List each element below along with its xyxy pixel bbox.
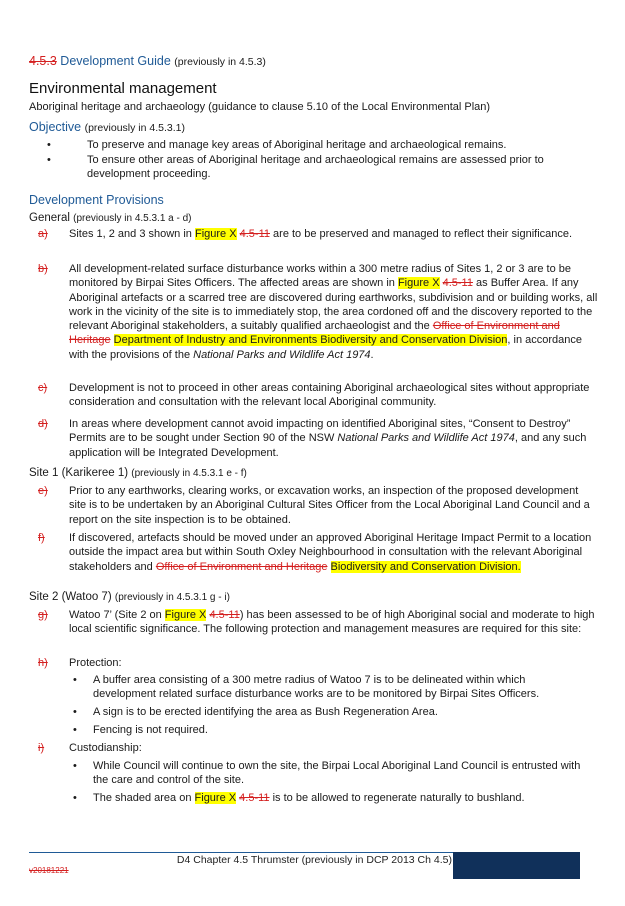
figure-reference: Figure X (397, 277, 440, 290)
clause-letter: f) (38, 532, 45, 544)
clause-text: as Buffer Area. If any Aboriginal artefacts or a scarred tree are discovered during earthworks, subdivision and or building works, all work in the vicinity of the site is to immediately stop, the area cordoned off and the discovery reported to the relevant Aboriginal stakeholders, a suitably qualified archaeologist and the (69, 277, 598, 333)
list-item (69, 791, 589, 805)
clause-text: is to be allowed to regenerate naturally to bushland. (269, 792, 525, 804)
clause-h (38, 656, 598, 670)
clause-body (69, 227, 598, 241)
clause-text: Watoo 7’ (Site 2 on (69, 609, 165, 621)
general-heading (29, 212, 192, 224)
clause-text: All development-related surface disturbance works within a 300 metre radius of Sites 1, 2 or 3 are to be monitored by Birpai Sites Officers. The affected areas are shown in (69, 263, 571, 290)
custodianship-item-text (93, 791, 589, 805)
aboriginal-heritage-subheading: Aboriginal heritage and archaeology (guidance to clause 5.10 of the Local Environmental Plan) (29, 101, 491, 113)
objective-item-text: To ensure other areas of Aboriginal heritage and archaeological remains are assessed prior to development proceeding. (87, 154, 544, 180)
footer-color-block (453, 852, 580, 879)
clause-text: are to be preserved and managed to reflect their significance. (269, 228, 573, 240)
clause-d (38, 417, 598, 460)
section-title (29, 54, 266, 68)
protection-item-text: A buffer area consisting of a 300 metre radius of Watoo 7 is to be delineated within which development related surface disturbance works are to be monitored by Birpai Sites Officers. (93, 674, 540, 701)
clause-letter: a) (38, 228, 48, 240)
figure-reference: Figure X (194, 228, 237, 240)
list-item (29, 153, 594, 181)
clause-letter: d) (38, 418, 48, 430)
list-item (69, 723, 589, 737)
site2-label: Site 2 (Watoo 7) (29, 591, 112, 603)
bullet-icon: • (73, 724, 77, 736)
figure-reference: Figure X (164, 609, 207, 621)
act-title: National Parks and Wildlife Act 1974 (337, 432, 515, 445)
figure-deleted-number: 4.5-11 (239, 228, 270, 240)
site1-note: (previously in 4.5.3.1 e - f) (131, 468, 247, 479)
objective-list (29, 138, 594, 182)
clause-text: In areas where development cannot avoid impacting on identified Aboriginal sites, “Consent to Destroy” Permits are to be sought under Section 90 of the NSW (69, 418, 571, 445)
figure-deleted-number: 4.5-11 (442, 277, 473, 290)
general-label: General (29, 212, 70, 224)
deleted-agency: Office of Environment and Heritage (155, 560, 328, 573)
bullet-icon: • (73, 706, 77, 718)
deleted-agency: Office of Environment and Heritage (69, 320, 560, 347)
clause-body: Custodianship: (69, 742, 142, 754)
objective-label: Objective (29, 120, 82, 134)
clause-f (38, 531, 598, 574)
figure-deleted-number: 4.5-11 (239, 792, 270, 804)
inserted-agency: Department of Industry and Environments Biodiversity and Conservation Division (113, 334, 508, 347)
bullet-icon: • (73, 760, 77, 772)
clause-letter: c) (38, 382, 48, 394)
clause-text: Sites 1, 2 and 3 shown in (69, 228, 195, 240)
clause-e (38, 484, 598, 527)
development-provisions-heading: Development Provisions (29, 193, 164, 207)
clause-text: If discovered, artefacts should be moved under an approved Aboriginal Heritage Impact Permit to a location outside the impact area but within South Oxley Neighbourhood in consultation with the relevant Aboriginal stakeholders and (69, 532, 592, 573)
clause-body (69, 262, 598, 362)
protection-item-text: Fencing is not required. (93, 724, 208, 736)
clause-body (69, 417, 598, 460)
section-number-deleted: 4.5.3 (29, 54, 57, 68)
clause-b (38, 262, 598, 362)
bullet-icon: • (73, 674, 77, 686)
section-heading: Development Guide (60, 54, 171, 68)
clause-body: Protection: (69, 657, 122, 669)
clause-text: The shaded area on (93, 792, 195, 804)
general-note: (previously in 4.5.3.1 a - d) (73, 213, 192, 224)
clause-c (38, 381, 598, 410)
list-item (69, 705, 589, 719)
site1-heading (29, 467, 247, 479)
footer-version: v20181221 (29, 866, 69, 875)
objective-heading (29, 120, 185, 134)
figure-deleted-number: 4.5-11 (209, 609, 240, 621)
clause-i (38, 741, 598, 755)
list-item (69, 673, 589, 702)
clause-body: Prior to any earthworks, clearing works, or excavation works, an inspection of the proposed development site is to be undertaken by an Aboriginal Cultural Sites Officer from the Local Aboriginal Land Council and a report on the site inspection is to be obtained. (69, 485, 590, 526)
protection-item-text: A sign is to be erected identifying the area as Bush Regeneration Area. (93, 706, 438, 718)
site1-label: Site 1 (Karikeree 1) (29, 467, 129, 479)
figure-reference: Figure X (194, 792, 237, 804)
objective-item-text: To preserve and manage key areas of Aboriginal heritage and archaeological remains. (87, 139, 507, 151)
clause-text: . (370, 348, 374, 361)
custodianship-item-text: While Council will continue to own the site, the Birpai Local Aboriginal Land Council is entrusted with the care and control of the site. (93, 760, 581, 787)
site2-note: (previously in 4.5.3.1 g - i) (114, 592, 230, 603)
objective-note: (previously in 4.5.3.1) (84, 122, 185, 134)
clause-letter: h) (38, 657, 48, 669)
clause-letter: b) (38, 263, 48, 275)
clause-body: Development is not to proceed in other areas containing Aboriginal archaeological sites without appropriate consideration and consultation with the relevant local Aboriginal community. (69, 382, 590, 409)
clause-text: , and any such application will be Integrated Development. (69, 432, 587, 459)
environmental-management-heading: Environmental management (29, 80, 217, 97)
clause-body (69, 531, 598, 574)
act-title: National Parks and Wildlife Act 1974 (193, 348, 371, 361)
section-note: (previously in 4.5.3) (174, 56, 266, 68)
site2-heading (29, 591, 230, 603)
clause-letter: e) (38, 485, 48, 497)
clause-letter: i) (38, 742, 45, 754)
footer-chapter-text: D4 Chapter 4.5 Thrumster (previously in DCP 2013 Ch 4.5) (176, 854, 452, 866)
bullet-icon: • (47, 139, 51, 151)
bullet-icon: • (73, 792, 77, 804)
clause-text: , in accordance with the provisions of the (69, 334, 582, 361)
bullet-icon: • (47, 154, 51, 166)
clause-a (38, 227, 598, 241)
clause-letter: g) (38, 609, 48, 621)
inserted-agency: Biodiversity and Conservation Division. (330, 560, 521, 573)
clause-body (69, 608, 598, 637)
clause-g (38, 608, 598, 637)
clause-text: ) has been assessed to be of high Aboriginal social and moderate to high local scientific significance. The following protection and management measures are required for this site: (69, 609, 595, 636)
list-item (69, 759, 589, 788)
list-item (29, 138, 594, 152)
